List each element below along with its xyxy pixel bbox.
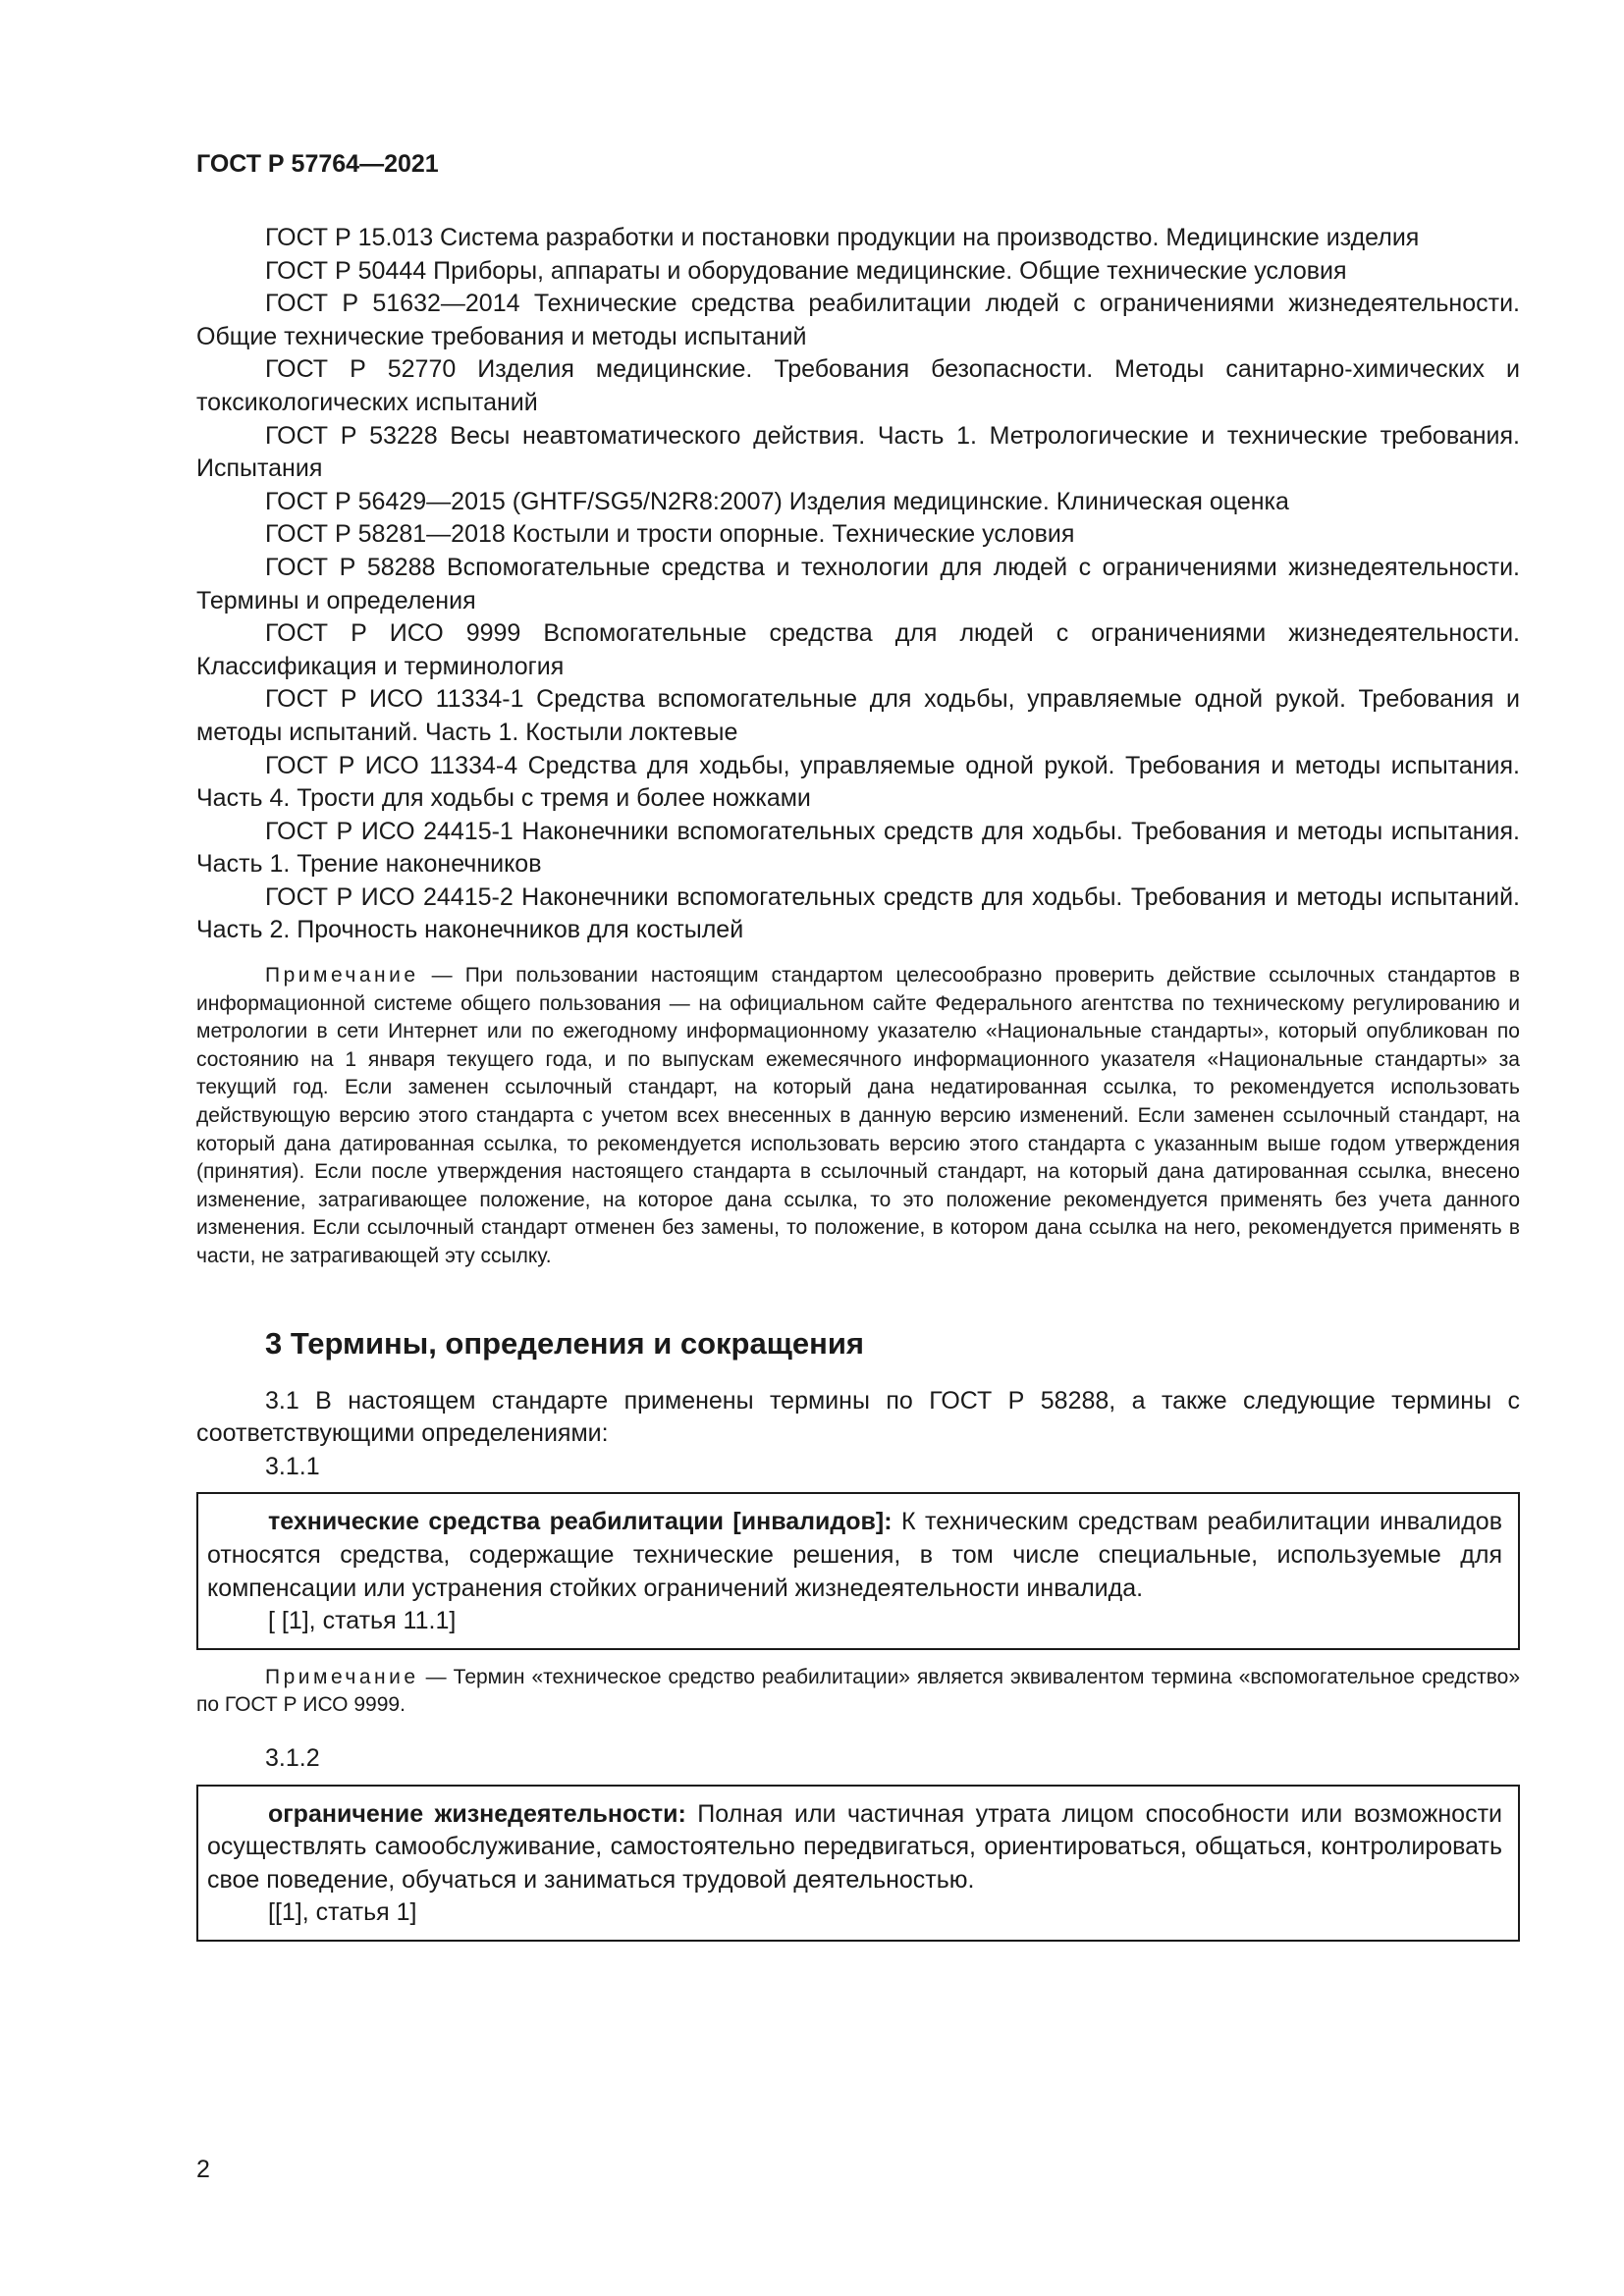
reference-item: ГОСТ Р ИСО 9999 Вспомогательные средства для людей с ограничениями жизнедеятельности. Классификация и терминология [196,619,1520,680]
reference-item: ГОСТ Р ИСО 11334-1 Средства вспомогательные для ходьбы, управляемые одной рукой. Требования и методы испытаний. Часть 1. Костыли локтевые [196,685,1520,746]
reference-item: ГОСТ Р 56429—2015 (GHTF/SG5/N2R8:2007) Изделия медицинские. Клиническая оценка [265,487,1289,515]
note-label: Примечание [265,964,419,988]
term-note [196,1664,1520,1720]
term-definition [207,1798,1502,1897]
reference-item: ГОСТ Р 50444 Приборы, аппараты и оборудование медицинские. Общие технические условия [265,256,1347,285]
term-name: ограничение жизнедеятельности: [268,1799,686,1828]
document-header-title: ГОСТ Р 57764—2021 [196,150,439,178]
term-definition-text: К техническим средствам реабилитации инвалидов относятся средства, содержащие технические решения, в том числе специальные, используемые для компенсации или устранения стойких ограничений жизнедеятельности инвалида. [207,1508,1502,1602]
term-name: технические средства реабилитации [инвалидов]: [268,1508,893,1536]
reference-item: ГОСТ Р ИСО 24415-1 Наконечники вспомогательных средств для ходьбы. Требования и методы испытания. Часть 1. Трение наконечников [196,817,1520,879]
references-note [196,962,1520,1271]
reference-item: ГОСТ Р 58288 Вспомогательные средства и технологии для людей с ограничениями жизнедеятельности. Термины и определения [196,553,1520,614]
document-body [196,222,1520,1942]
section-intro: 3.1 В настоящем стандарте применены термины по ГОСТ Р 58288, а также следующие термины с соответствующими определениями: [196,1386,1520,1448]
term-definition [207,1506,1502,1605]
term-source: [ [1], статья 11.1] [268,1607,457,1635]
reference-item: ГОСТ Р 58281—2018 Костыли и трости опорные. Технические условия [265,520,1075,549]
note-text: — Термин «техническое средство реабилитации» является эквивалентом термина «вспомогательное средство» по ГОСТ Р ИСО 9999. [196,1665,1520,1717]
reference-item: ГОСТ Р ИСО 24415-2 Наконечники вспомогательных средств для ходьбы. Требования и методы испытаний. Часть 2. Прочность наконечников для костылей [196,882,1520,944]
term-source: [[1], статья 1] [268,1898,417,1927]
term-number: 3.1.1 [265,1452,320,1480]
normative-references-list [196,222,1520,947]
note-text: — При пользовании настоящим стандартом целесообразно проверить действие ссылочных стандартов в информационной системе общего пользования — на официальном сайте Федерального агентства по техническому регулированию и метрологии в сети Интернет или по ежегодному информационному указателю «Национальные стандарты», который опубликован по состоянию на 1 января текущего года, и по выпускам ежемесячного информационного указателя «Национальные стандарты» за текущий год. Если заменен ссылочный стандарт, на который дана недатированная ссылка, то рекомендуется использовать действующую версию этого стандарта с учетом всех внесенных в данную версию изменений. Если заменен ссылочный стандарт, на который дана датированная ссылка, то рекомендуется использовать версию этого стандарта с указанным выше годом утверждения (принятия). Если после утверждения настоящего стандарта в ссылочный стандарт, на который дана датированная ссылка, внесено изменение, затрагивающее положение, на которое дана ссылка, то это положение рекомендуется применять без учета данного изменения. Если ссылочный стандарт отменен без замены, то положение, в котором дана ссылка на него, рекомендуется применять в части, не затрагивающей эту ссылку. [196,964,1520,1267]
page-number: 2 [196,2156,210,2183]
term-definition-box [196,1785,1520,1942]
section-heading: 3 Термины, определения и сокращения [265,1325,864,1361]
term-definition-text: Полная или частичная утрата лицом способности или возможности осуществлять самообслуживание, самостоятельно передвигаться, ориентироваться, общаться, контролировать свое поведение, обучаться и заниматься трудовой деятельностью. [207,1799,1502,1894]
note-label: Примечание [265,1665,419,1688]
reference-item: ГОСТ Р 52770 Изделия медицинские. Требования безопасности. Методы санитарно-химических и токсикологических испытаний [196,355,1520,416]
term-number: 3.1.2 [265,1743,320,1772]
reference-item: ГОСТ Р 53228 Весы неавтоматического действия. Часть 1. Метрологические и технические требования. Испытания [196,421,1520,483]
reference-item: ГОСТ Р ИСО 11334-4 Средства для ходьбы, управляемые одной рукой. Требования и методы испытания. Часть 4. Трости для ходьбы с тремя и более ножками [196,751,1520,813]
reference-item: ГОСТ Р 51632—2014 Технические средства реабилитации людей с ограничениями жизнедеятельности. Общие технические требования и методы испытаний [196,290,1520,350]
reference-item: ГОСТ Р 15.013 Система разработки и постановки продукции на производство. Медицинские изделия [265,224,1420,251]
term-definition-box [196,1492,1520,1649]
